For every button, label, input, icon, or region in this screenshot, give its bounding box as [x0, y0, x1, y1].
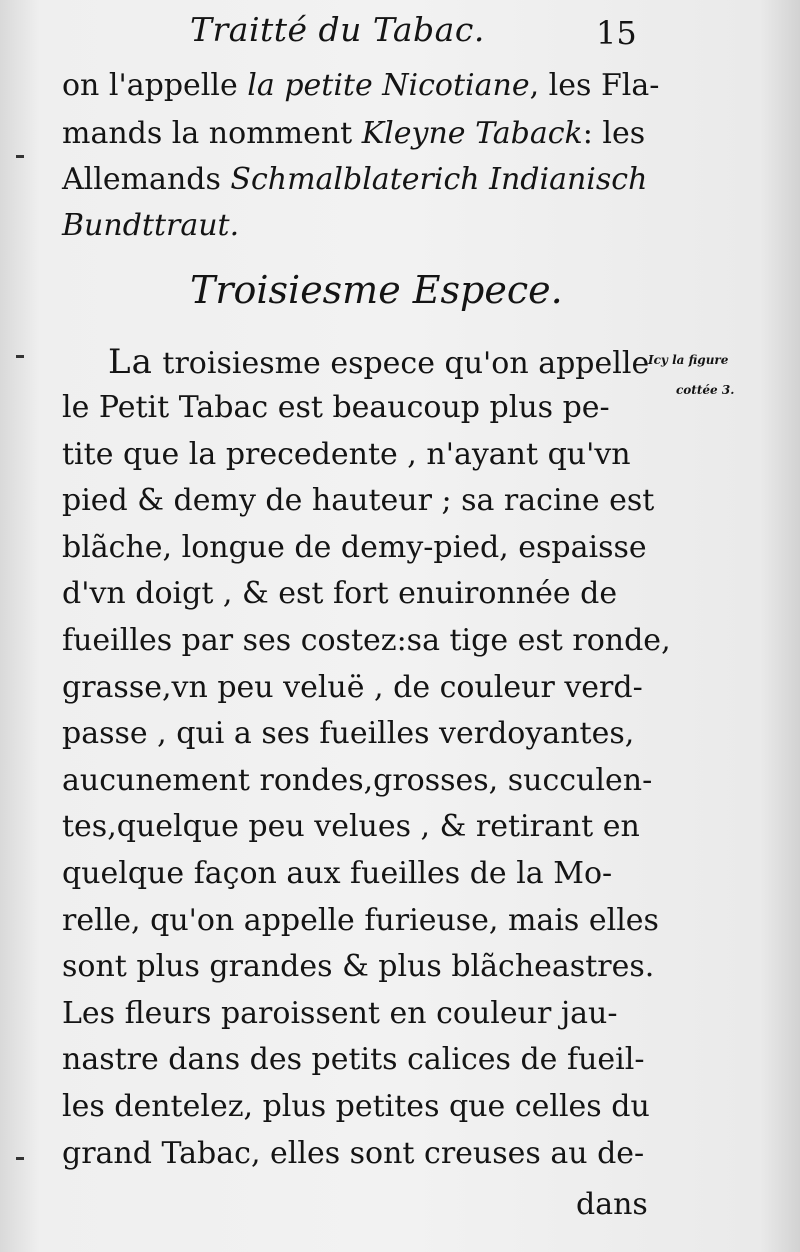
page-number: 15 [596, 14, 637, 52]
text-line: quelque façon aux fueilles de la Mo- [62, 856, 613, 891]
margin-note: Icy la figure cottée 3. [648, 353, 735, 397]
catchword: dans [576, 1187, 648, 1222]
running-title: Traitté du Tabac. [190, 10, 485, 49]
text-line: aucunement rondes,grosses, succulen- [62, 763, 653, 798]
text-line: le Petit Tabac est beaucoup plus pe- [62, 390, 610, 425]
section-heading: Troisiesme Espece. [190, 268, 563, 312]
text-line: relle, qu'on appelle furieuse, mais elles [62, 903, 659, 938]
text-line: Allemands Schmalblaterich Indianisch [62, 162, 648, 197]
text-line: tes,quelque peu velues , & retirant en [62, 809, 640, 844]
page-header [0, 10, 800, 56]
text-line: Les fleurs paroissent en couleur jau- [62, 996, 618, 1031]
text-line: mands la nomment Kleyne Taback: les [62, 116, 646, 151]
text-line: on l'appelle la petite Nicotiane, les Fla- [62, 68, 660, 103]
text-line: Bundttraut. [62, 208, 240, 243]
text-line: blãche, longue de demy-pied, espaisse [62, 530, 647, 565]
text-line: fueilles par ses costez:sa tige est ronde, [62, 623, 671, 658]
paragraph-first-line: La troisiesme espece qu'on appelle [108, 342, 650, 382]
page-edge-mark [16, 1157, 24, 1160]
text-line: les dentelez, plus petites que celles du [62, 1089, 650, 1124]
text-line: d'vn doigt , & est fort enuironnée de [62, 576, 618, 611]
text-line: passe , qui a ses fueilles verdoyantes, [62, 716, 635, 751]
text-line: pied & demy de hauteur ; sa racine est [62, 483, 655, 518]
text-line: nastre dans des petits calices de fueil- [62, 1042, 645, 1077]
text-line: grand Tabac, elles sont creuses au de- [62, 1136, 645, 1171]
text-line: grasse,vn peu veluë , de couleur verd- [62, 670, 643, 705]
text-line: tite que la precedente , n'ayant qu'vn [62, 437, 631, 472]
page-edge-mark [16, 355, 24, 358]
text-line: sont plus grandes & plus blãcheastres. [62, 949, 655, 984]
page-edge-mark [16, 155, 24, 158]
drop-word: La [108, 342, 153, 382]
